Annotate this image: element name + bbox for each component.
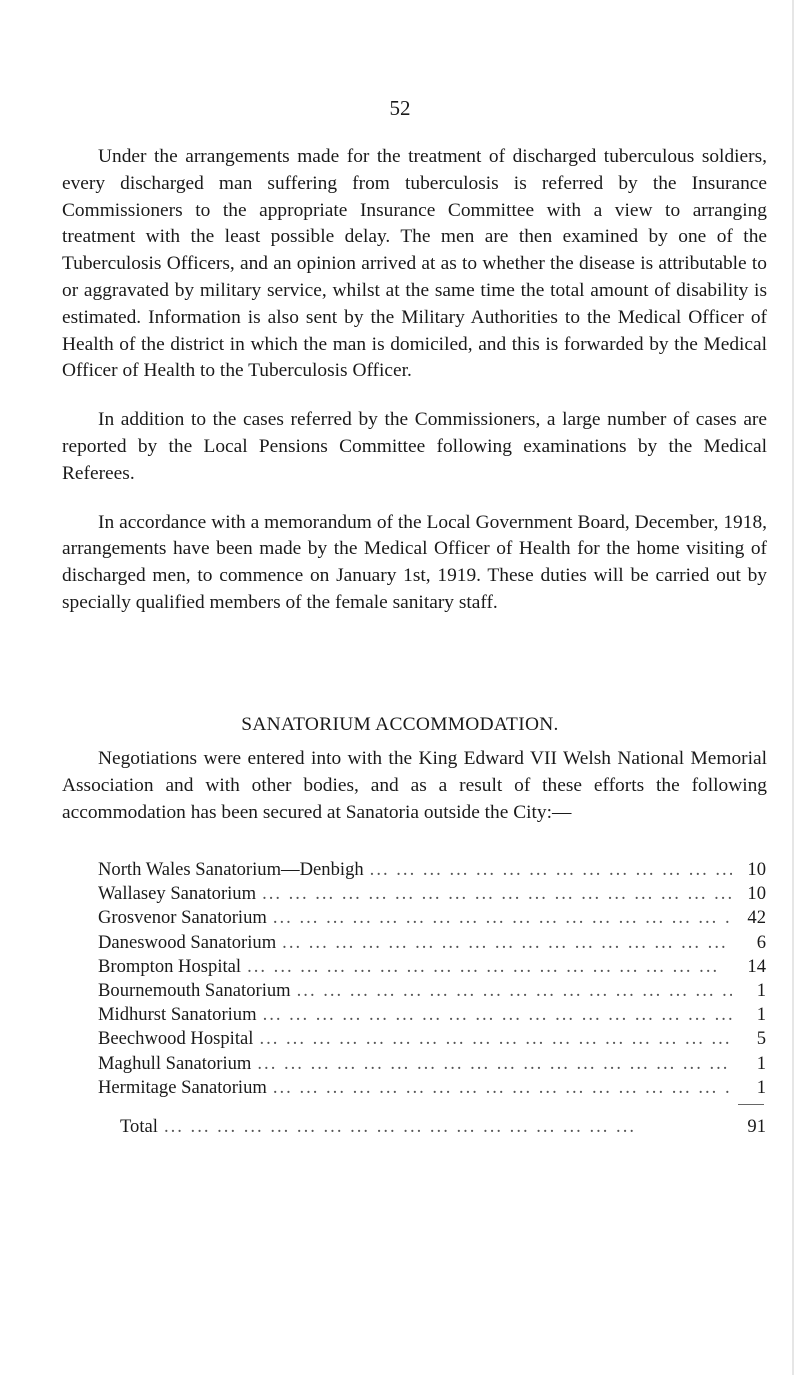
list-item <box>98 1003 766 1027</box>
bed-count: 10 <box>747 883 766 905</box>
list-item <box>98 1076 766 1100</box>
paragraph-discharged-soldiers: Under the arrangements made for the treatment of discharged tuberculous soldiers, every discharged man suffering from tuberculosis is referred by the Insurance Commissioners to the appropriate Insurance Committee with a view to arranging treatment with the least possible delay. The men are then examined by one of the Tuberculosis Officers, and an opinion arrived at as to whether the disease is attributable to or aggravated by military service, whilst at the same time the total amount of disability is estimated. Information is also sent by the Military Authorities to the Medical Officer of Health of the district in which the man is domiciled, and this is forwarded by the Medical Officer of Health to the Tuberculosis Officer. <box>62 146 767 382</box>
bed-count: 1 <box>756 979 766 1001</box>
body-text-top <box>62 144 767 617</box>
page-number: 52 <box>389 96 411 120</box>
bed-count: 1 <box>756 1076 766 1098</box>
sanatorium-name: Maghull Sanatorium <box>98 1052 252 1074</box>
sanatorium-name: Midhurst Sanatorium <box>98 1004 257 1026</box>
list-item <box>98 1052 766 1076</box>
total-rule <box>738 1104 764 1115</box>
total-row <box>98 1115 766 1139</box>
total-count: 91 <box>747 1115 766 1137</box>
leader-dots <box>364 858 732 882</box>
leader-dots <box>251 1052 732 1076</box>
leader-dots <box>158 1115 732 1139</box>
leader-dots <box>256 882 732 906</box>
list-item <box>98 858 766 882</box>
leader-dots <box>276 931 732 955</box>
list-item <box>98 882 766 906</box>
bed-count: 42 <box>747 907 766 929</box>
leader-dots <box>257 1003 732 1027</box>
total-label: Total <box>120 1115 158 1137</box>
accommodation-list <box>98 858 766 1139</box>
sanatorium-name: Brompton Hospital <box>98 955 242 977</box>
list-item <box>98 955 766 979</box>
list-item <box>98 979 766 1003</box>
sanatorium-name: Bournemouth Sanatorium <box>98 979 291 1001</box>
bed-count: 6 <box>756 931 766 953</box>
bed-count: 10 <box>747 859 766 880</box>
sanatorium-name: Beechwood Hospital <box>98 1028 254 1050</box>
page-edge <box>792 0 794 1375</box>
paragraph-home-visiting: In accordance with a memorandum of the Local Government Board, December, 1918, arrangements have been made by the Medical Officer of Health for the home visiting of discharged men, to commence on January 1st, 1919. These duties will be carried out by specially qualified members of the female sanitary staff. <box>62 511 767 613</box>
bed-count: 5 <box>756 1028 766 1050</box>
sanatorium-name: Daneswood Sanatorium <box>98 931 277 953</box>
paragraph-negotiations: Negotiations were entered into with the King Edward VII Welsh National Memorial Association and with other bodies, and as a result of these efforts the following accommodation has been secured at Sanatoria outside the City:— <box>62 748 767 823</box>
body-text-negotiations <box>62 746 767 826</box>
leader-dots <box>291 979 732 1003</box>
leader-dots <box>267 906 732 930</box>
sanatorium-name: Grosvenor Sanatorium <box>98 907 267 929</box>
leader-dots <box>267 1076 732 1100</box>
bed-count: 1 <box>756 1052 766 1074</box>
paragraph-pensions-committee: In addition to the cases referred by the Commissioners, a large number of cases are reported by the Local Pensions Committee following examinations by the Medical Referees. <box>62 409 767 484</box>
section-heading: SANATORIUM ACCOMMODATION. <box>241 714 559 735</box>
list-item <box>98 906 766 930</box>
sanatorium-name: Hermitage Sanatorium <box>98 1076 267 1098</box>
leader-dots <box>253 1027 732 1051</box>
bed-count: 14 <box>747 955 766 977</box>
leader-dots <box>241 955 732 979</box>
sanatorium-name: North Wales Sanatorium—Denbigh <box>98 859 364 880</box>
list-item <box>98 1027 766 1051</box>
list-item <box>98 931 766 955</box>
sanatorium-name: Wallasey Sanatorium <box>98 883 257 905</box>
bed-count: 1 <box>756 1004 766 1026</box>
